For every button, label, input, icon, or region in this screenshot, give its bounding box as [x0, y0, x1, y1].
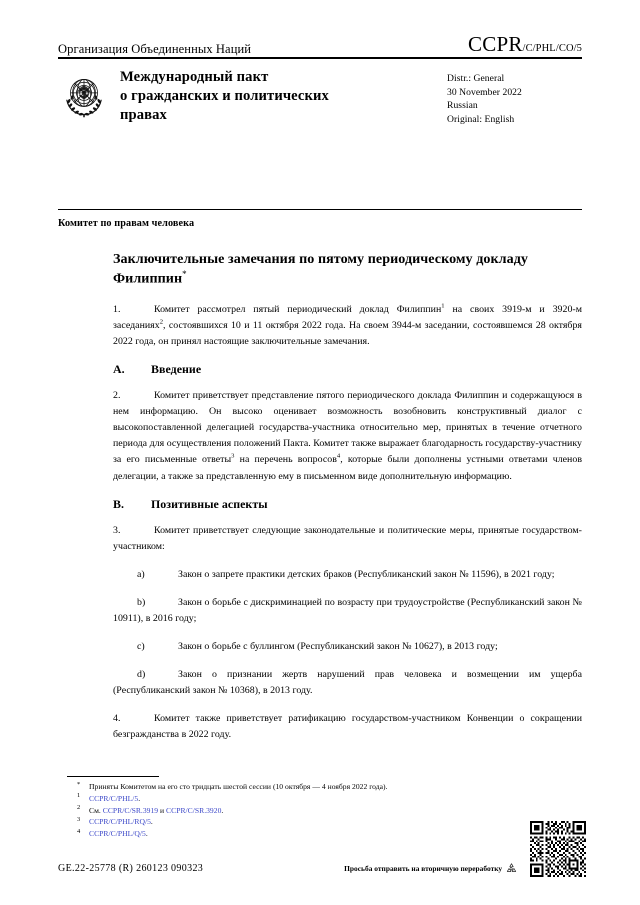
paragraph-2: [113, 388, 582, 484]
footnote-1-link[interactable]: CCPR/C/PHL/5: [89, 793, 139, 803]
footnote-ref-3[interactable]: 3: [231, 453, 235, 461]
instrument-title: [110, 68, 447, 125]
footnote-4: [67, 828, 567, 840]
footnote-star-text: Приняты Комитетом на его сто тридцать шестой сессии (10 октября — 4 ноября 2022 года).: [89, 782, 388, 791]
instrument-title-line-2: о гражданских и политических: [120, 87, 329, 104]
footnote-4-suffix: .: [145, 829, 148, 839]
sub-item-d-text: Закон о признании жертв нарушений прав человека и возмещении им ущерба (Республиканский закон № 10368), в 2013 году.: [113, 668, 582, 696]
paragraph-3-number: 3.: [113, 524, 121, 536]
masthead-divider: [58, 57, 582, 59]
footnote-2-mark: 2: [77, 804, 81, 812]
footnote-2-link-1[interactable]: CCPR/C/SR.3919: [102, 805, 159, 815]
footnote-1-mark: 1: [77, 792, 81, 800]
footnote-3: [67, 816, 567, 828]
paragraph-1-number: 1.: [113, 304, 121, 316]
paragraph-4-number: 4.: [113, 712, 121, 724]
masthead-top-row: [58, 33, 582, 55]
paragraph-2-text-a: Комитет приветствует представление пятого периодического доклада Филиппин и содержащуюся в нем информацию. Он высоко оценивает возможность возобновить конструктивный диалог с высокопоставленной делегацией государства-участника относительно мер, принятых в течение отчетного периода для осуществления положений Пакта. Комитет также выражает благодарность государству-участнику за его письменные ответы: [113, 390, 582, 466]
footnote-3-mark: 3: [77, 815, 81, 823]
masthead: [58, 33, 582, 126]
sub-item-b: [113, 595, 582, 627]
document-symbol: [468, 34, 582, 55]
document-language: Russian: [447, 100, 478, 112]
sub-item-c-text: Закон о борьбе с буллингом (Республиканский закон № 10627), в 2013 году;: [178, 640, 498, 652]
paragraph-2-text-c: , которые были дополнены устными ответами членов делегации, а также за представленную ему в письменном виде дополнительную информацию.: [113, 454, 582, 482]
un-emblem-icon: [58, 70, 110, 122]
page-title: [113, 250, 582, 288]
footnote-1: [67, 793, 567, 805]
sub-item-d-label: d): [137, 668, 146, 680]
footnote-star: [67, 781, 567, 793]
instrument-title-line-3: правах: [120, 106, 167, 123]
section-letter-a: A.: [113, 362, 125, 377]
sub-item-d: [113, 667, 582, 699]
section-heading-introduction: [113, 362, 582, 377]
footnote-3-suffix: .: [150, 817, 153, 827]
document-symbol-suffix: /C/PHL/CO/5: [522, 43, 582, 54]
paragraph-3-text: Комитет приветствует следующие законодательные и политические меры, принятые государством-участником:: [113, 524, 582, 552]
footnote-ref-1[interactable]: 1: [441, 302, 445, 310]
page-title-footnote-mark: *: [182, 268, 187, 279]
organization-name: Организация Объединенных Наций: [58, 41, 252, 56]
footnote-ref-4[interactable]: 4: [336, 453, 341, 461]
sub-item-c: [113, 639, 582, 655]
footnote-4-link[interactable]: CCPR/C/PHL/Q/5: [89, 829, 146, 839]
recycling-icon: [505, 862, 518, 875]
paragraph-4: [113, 711, 582, 743]
sub-item-b-label: b): [137, 596, 146, 608]
sub-item-b-text: Закон о борьбе с дискриминацией по возрасту при трудоустройстве (Республиканский закон № 10911), в 2016 году;: [113, 596, 582, 624]
paragraph-4-text: Комитет также приветствует ратификацию государством-участником Конвенции о сокращении безгражданства в 2022 году.: [113, 712, 582, 740]
section-heading-positive-aspects: [113, 497, 582, 512]
masthead-bottom-row: [58, 68, 582, 126]
paragraph-1: [113, 302, 582, 350]
paragraph-2-text-b: на перечень вопросов: [234, 454, 337, 466]
sub-item-a: [113, 567, 582, 583]
instrument-title-line-1: Международный пакт: [120, 69, 269, 85]
original-language: Original: English: [447, 113, 515, 125]
footnote-2-suffix: .: [221, 805, 224, 815]
section-title-b: Позитивные аспекты: [151, 496, 268, 511]
footnote-2-mid: и: [158, 805, 167, 815]
page-footer: [58, 862, 582, 875]
distribution-date: 30 November 2022: [447, 86, 522, 98]
footnote-4-mark: 4: [77, 827, 81, 835]
paragraph-2-number: 2.: [113, 390, 121, 402]
document-body: [113, 250, 582, 755]
paragraph-1-text-b: на своих 3919-м и 3920-м заседаниях: [113, 304, 582, 332]
recycle-notice-text: Просьба отправить на вторичную переработку: [344, 864, 503, 873]
recycle-notice: [344, 862, 518, 875]
document-symbol-main: CCPR: [468, 32, 523, 56]
committee-name: Комитет по правам человека: [58, 218, 195, 229]
footnote-1-suffix: .: [138, 793, 141, 803]
sub-item-c-label: c): [137, 640, 145, 652]
distribution-block: [447, 68, 582, 126]
paragraph-3: [113, 523, 582, 555]
footnote-2: [67, 805, 567, 817]
paragraph-1-text-c: , состоявшихся 10 и 11 октября 2022 года. На своем 3944-м заседании, состоявшемся 28 октября 2022 года, он принял настоящие заключительные замечания.: [113, 320, 582, 348]
body-divider: [58, 209, 582, 210]
footnotes-block: [67, 776, 567, 840]
document-job-number: GE.22-25778 (R) 260123 090323: [58, 863, 204, 874]
paragraph-1-text-a: Комитет рассмотрел пятый периодический доклад Филиппин: [154, 304, 442, 316]
footnote-separator: [67, 776, 159, 777]
footnote-star-mark: *: [77, 780, 81, 788]
distribution-type: Distr.: General: [447, 73, 505, 84]
footnote-2-link-2[interactable]: CCPR/C/SR.3920: [166, 805, 222, 815]
sub-item-a-text: Закон о запрете практики детских браков (Республиканский закон № 11596), в 2021 году;: [178, 568, 555, 580]
footnote-ref-2[interactable]: 2: [159, 318, 164, 326]
section-letter-b: B.: [113, 496, 125, 511]
section-title-a: Введение: [151, 362, 202, 377]
footnote-2-prefix: См.: [89, 805, 103, 815]
footnote-3-link[interactable]: CCPR/C/PHL/RQ/5: [89, 817, 151, 827]
sub-item-a-label: a): [137, 568, 145, 580]
page-title-text: Заключительные замечания по пятому периодическому докладу Филиппин: [113, 251, 528, 287]
qr-code[interactable]: [530, 821, 586, 877]
